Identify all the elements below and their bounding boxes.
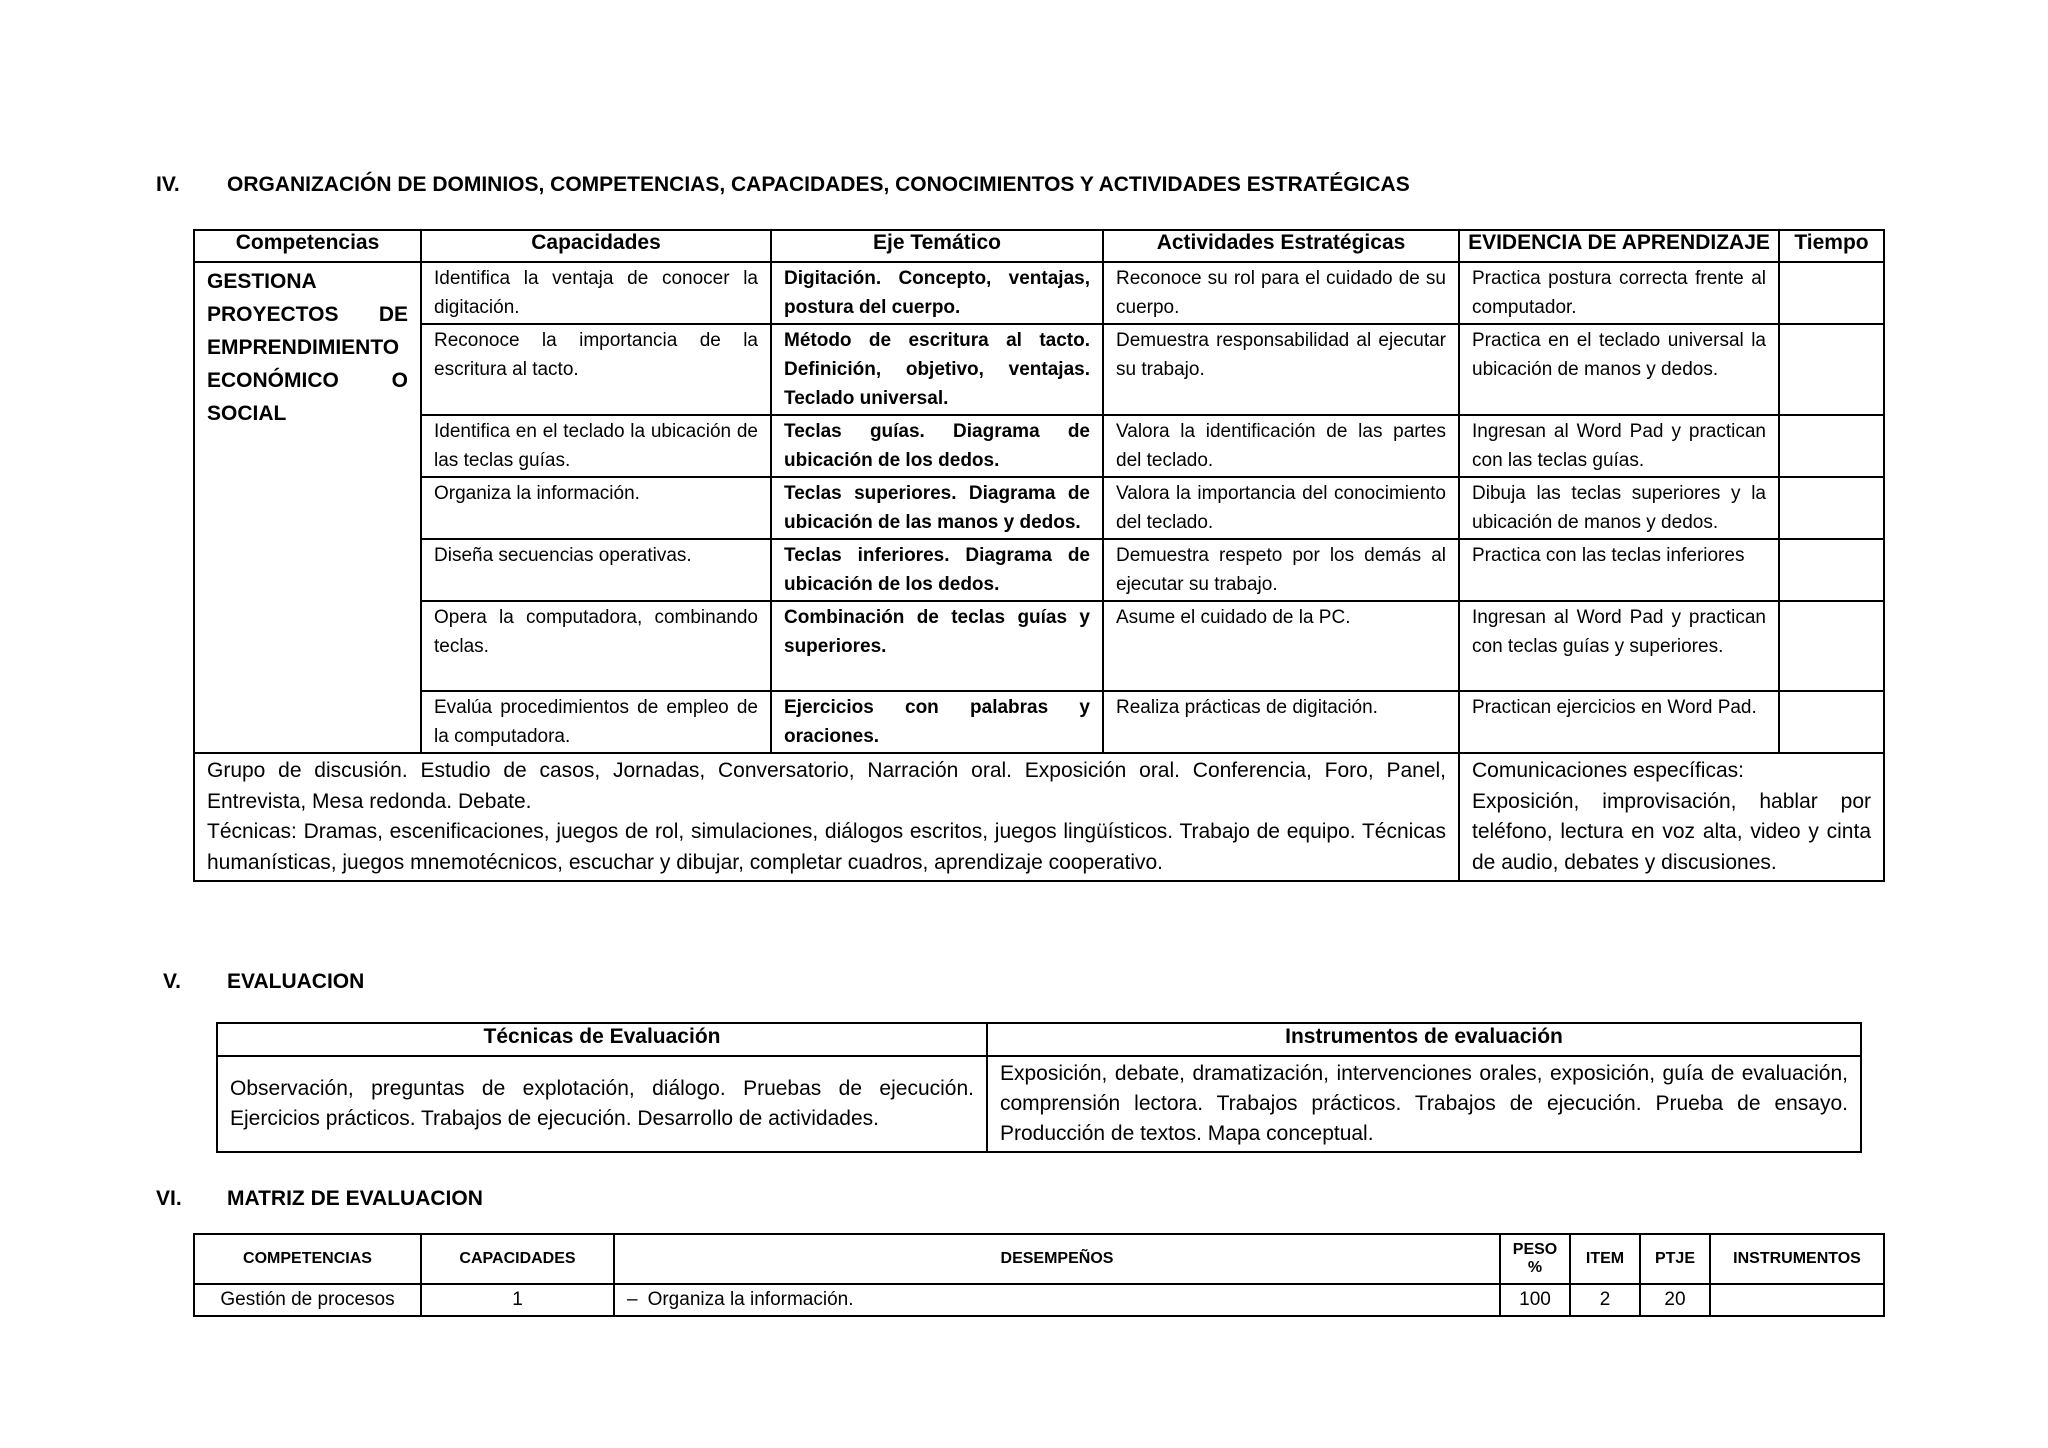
actividad-cell: Asume el cuidado de la PC. xyxy=(1103,601,1459,691)
communications-label: Comunicaciones específicas: xyxy=(1472,759,1744,782)
desempeno-text: Organiza la información. xyxy=(647,1289,854,1310)
evidencia-cell: Practica con las teclas inferiores xyxy=(1459,539,1779,601)
header-item: ITEM xyxy=(1570,1234,1640,1284)
evidencia-cell: Practican ejercicios en Word Pad. xyxy=(1459,691,1779,753)
table-header-row xyxy=(194,230,1884,262)
ptje-cell: 20 xyxy=(1640,1284,1710,1316)
header-actividades: Actividades Estratégicas xyxy=(1103,230,1459,262)
tiempo-cell xyxy=(1779,539,1884,601)
evidencia-cell: Dibuja las teclas superiores y la ubicación de manos y dedos. xyxy=(1459,477,1779,539)
capacidad-cell: Identifica la ventaja de conocer la digitación. xyxy=(421,262,771,324)
actividad-cell: Reconoce su rol para el cuidado de su cuerpo. xyxy=(1103,262,1459,324)
table-row xyxy=(194,601,1884,691)
header-instrumentos: Instrumentos de evaluación xyxy=(987,1023,1861,1056)
header-evidencia: EVIDENCIA DE APRENDIZAJE xyxy=(1459,230,1779,262)
actividad-cell: Demuestra responsabilidad al ejecutar su trabajo. xyxy=(1103,324,1459,415)
header-competencias: Competencias xyxy=(194,230,421,262)
communications-text: Exposición, improvisación, hablar por teléfono, lectura en voz alta, video y cinta de audio, debates y discusiones. xyxy=(1472,789,1871,874)
eje-cell: Teclas superiores. Diagrama de ubicación de las manos y dedos. xyxy=(771,477,1103,539)
competencies-table xyxy=(193,229,1885,882)
section-number: VI. xyxy=(156,1187,182,1210)
competencia-cell: GESTIONA PROYECTOS DE EMPRENDIMIENTO ECONÓMICO O SOCIAL xyxy=(194,262,421,753)
section-number: V. xyxy=(163,970,181,993)
table-row xyxy=(194,1284,1884,1316)
instrumentos-cell xyxy=(1710,1284,1884,1316)
header-capacidades: CAPACIDADES xyxy=(421,1234,614,1284)
evidencia-cell: Ingresan al Word Pad y practican con teclas guías y superiores. xyxy=(1459,601,1779,691)
eje-cell: Teclas guías. Diagrama de ubicación de los dedos. xyxy=(771,415,1103,477)
item-cell: 2 xyxy=(1570,1284,1640,1316)
table-row xyxy=(194,539,1884,601)
table-row xyxy=(194,262,1884,324)
tiempo-cell xyxy=(1779,262,1884,324)
competencias-cell: Gestión de procesos xyxy=(194,1284,421,1316)
list-dash: – xyxy=(627,1289,638,1310)
evidencia-cell: Ingresan al Word Pad y practican con las teclas guías. xyxy=(1459,415,1779,477)
header-peso: PESO % xyxy=(1500,1234,1570,1284)
eje-cell: Método de escritura al tacto. Definición, objetivo, ventajas. Teclado universal. xyxy=(771,324,1103,415)
eje-cell: Digitación. Concepto, ventajas, postura del cuerpo. xyxy=(771,262,1103,324)
header-tecnicas: Técnicas de Evaluación xyxy=(217,1023,987,1056)
capacidades-cell: 1 xyxy=(421,1284,614,1316)
instrumentos-cell: Exposición, debate, dramatización, intervenciones orales, exposición, guía de evaluación, comprensión lectora. Trabajos prácticos. Trabajos de ejecución. Prueba de ensayo. Producción de textos. Mapa conceptual. xyxy=(987,1056,1861,1152)
header-instrumentos: INSTRUMENTOS xyxy=(1710,1234,1884,1284)
tecnicas-cell: Observación, preguntas de explotación, diálogo. Pruebas de ejecución. Ejercicios prácticos. Trabajos de ejecución. Desarrollo de actividades. xyxy=(217,1056,987,1152)
actividad-cell: Realiza prácticas de digitación. xyxy=(1103,691,1459,753)
table-row xyxy=(194,691,1884,753)
capacidad-cell: Opera la computadora, combinando teclas. xyxy=(421,601,771,691)
section-title: MATRIZ DE EVALUACION xyxy=(227,1187,483,1210)
capacidad-cell: Reconoce la importancia de la escritura al tacto. xyxy=(421,324,771,415)
communications-cell xyxy=(1459,753,1884,881)
evidencia-cell: Practica postura correcta frente al computador. xyxy=(1459,262,1779,324)
header-desempenos: DESEMPEÑOS xyxy=(614,1234,1500,1284)
table-header-row xyxy=(194,1234,1884,1284)
section-title: ORGANIZACIÓN DE DOMINIOS, COMPETENCIAS, CAPACIDADES, CONOCIMIENTOS Y ACTIVIDADES ESTRATÉGICAS xyxy=(227,173,1410,196)
table-row xyxy=(194,415,1884,477)
actividad-cell: Valora la importancia del conocimiento del teclado. xyxy=(1103,477,1459,539)
header-eje-tematico: Eje Temático xyxy=(771,230,1103,262)
capacidad-cell: Organiza la información. xyxy=(421,477,771,539)
tiempo-cell xyxy=(1779,691,1884,753)
evaluation-matrix-table xyxy=(193,1233,1885,1317)
tiempo-cell xyxy=(1779,477,1884,539)
evidencia-cell: Practica en el teclado universal la ubicación de manos y dedos. xyxy=(1459,324,1779,415)
tiempo-cell xyxy=(1779,601,1884,691)
eje-cell: Combinación de teclas guías y superiores. xyxy=(771,601,1103,691)
table-row xyxy=(194,324,1884,415)
section-title: EVALUACION xyxy=(227,970,365,993)
eje-cell: Teclas inferiores. Diagrama de ubicación de los dedos. xyxy=(771,539,1103,601)
capacidad-cell: Evalúa procedimientos de empleo de la computadora. xyxy=(421,691,771,753)
actividad-cell: Valora la identificación de las partes del teclado. xyxy=(1103,415,1459,477)
evaluation-table xyxy=(216,1022,1862,1153)
techniques-text: Técnicas: Dramas, escenificaciones, juegos de rol, simulaciones, diálogos escritos, juegos lingüísticos. Trabajo de equipo. Técnicas humanísticas, juegos mnemotécnicos, escuchar y dibujar, completar cuadros, aprendizaje cooperativo. xyxy=(207,820,1446,874)
actividad-cell: Demuestra respeto por los demás al ejecutar su trabajo. xyxy=(1103,539,1459,601)
strategies-cell xyxy=(194,753,1459,881)
section-number: IV. xyxy=(156,173,180,196)
header-capacidades: Capacidades xyxy=(421,230,771,262)
table-row xyxy=(217,1056,1861,1152)
tiempo-cell xyxy=(1779,415,1884,477)
tiempo-cell xyxy=(1779,324,1884,415)
header-tiempo: Tiempo xyxy=(1779,230,1884,262)
header-competencias: COMPETENCIAS xyxy=(194,1234,421,1284)
table-header-row xyxy=(217,1023,1861,1056)
peso-cell: 100 xyxy=(1500,1284,1570,1316)
header-ptje: PTJE xyxy=(1640,1234,1710,1284)
capacidad-cell: Identifica en el teclado la ubicación de las teclas guías. xyxy=(421,415,771,477)
table-row xyxy=(194,477,1884,539)
table-footer-row xyxy=(194,753,1884,881)
strategies-text: Grupo de discusión. Estudio de casos, Jornadas, Conversatorio, Narración oral. Exposición oral. Conferencia, Foro, Panel, Entrevista, Mesa redonda. Debate. xyxy=(207,759,1446,813)
eje-cell: Ejercicios con palabras y oraciones. xyxy=(771,691,1103,753)
desempenos-cell xyxy=(614,1284,1500,1316)
capacidad-cell: Diseña secuencias operativas. xyxy=(421,539,771,601)
